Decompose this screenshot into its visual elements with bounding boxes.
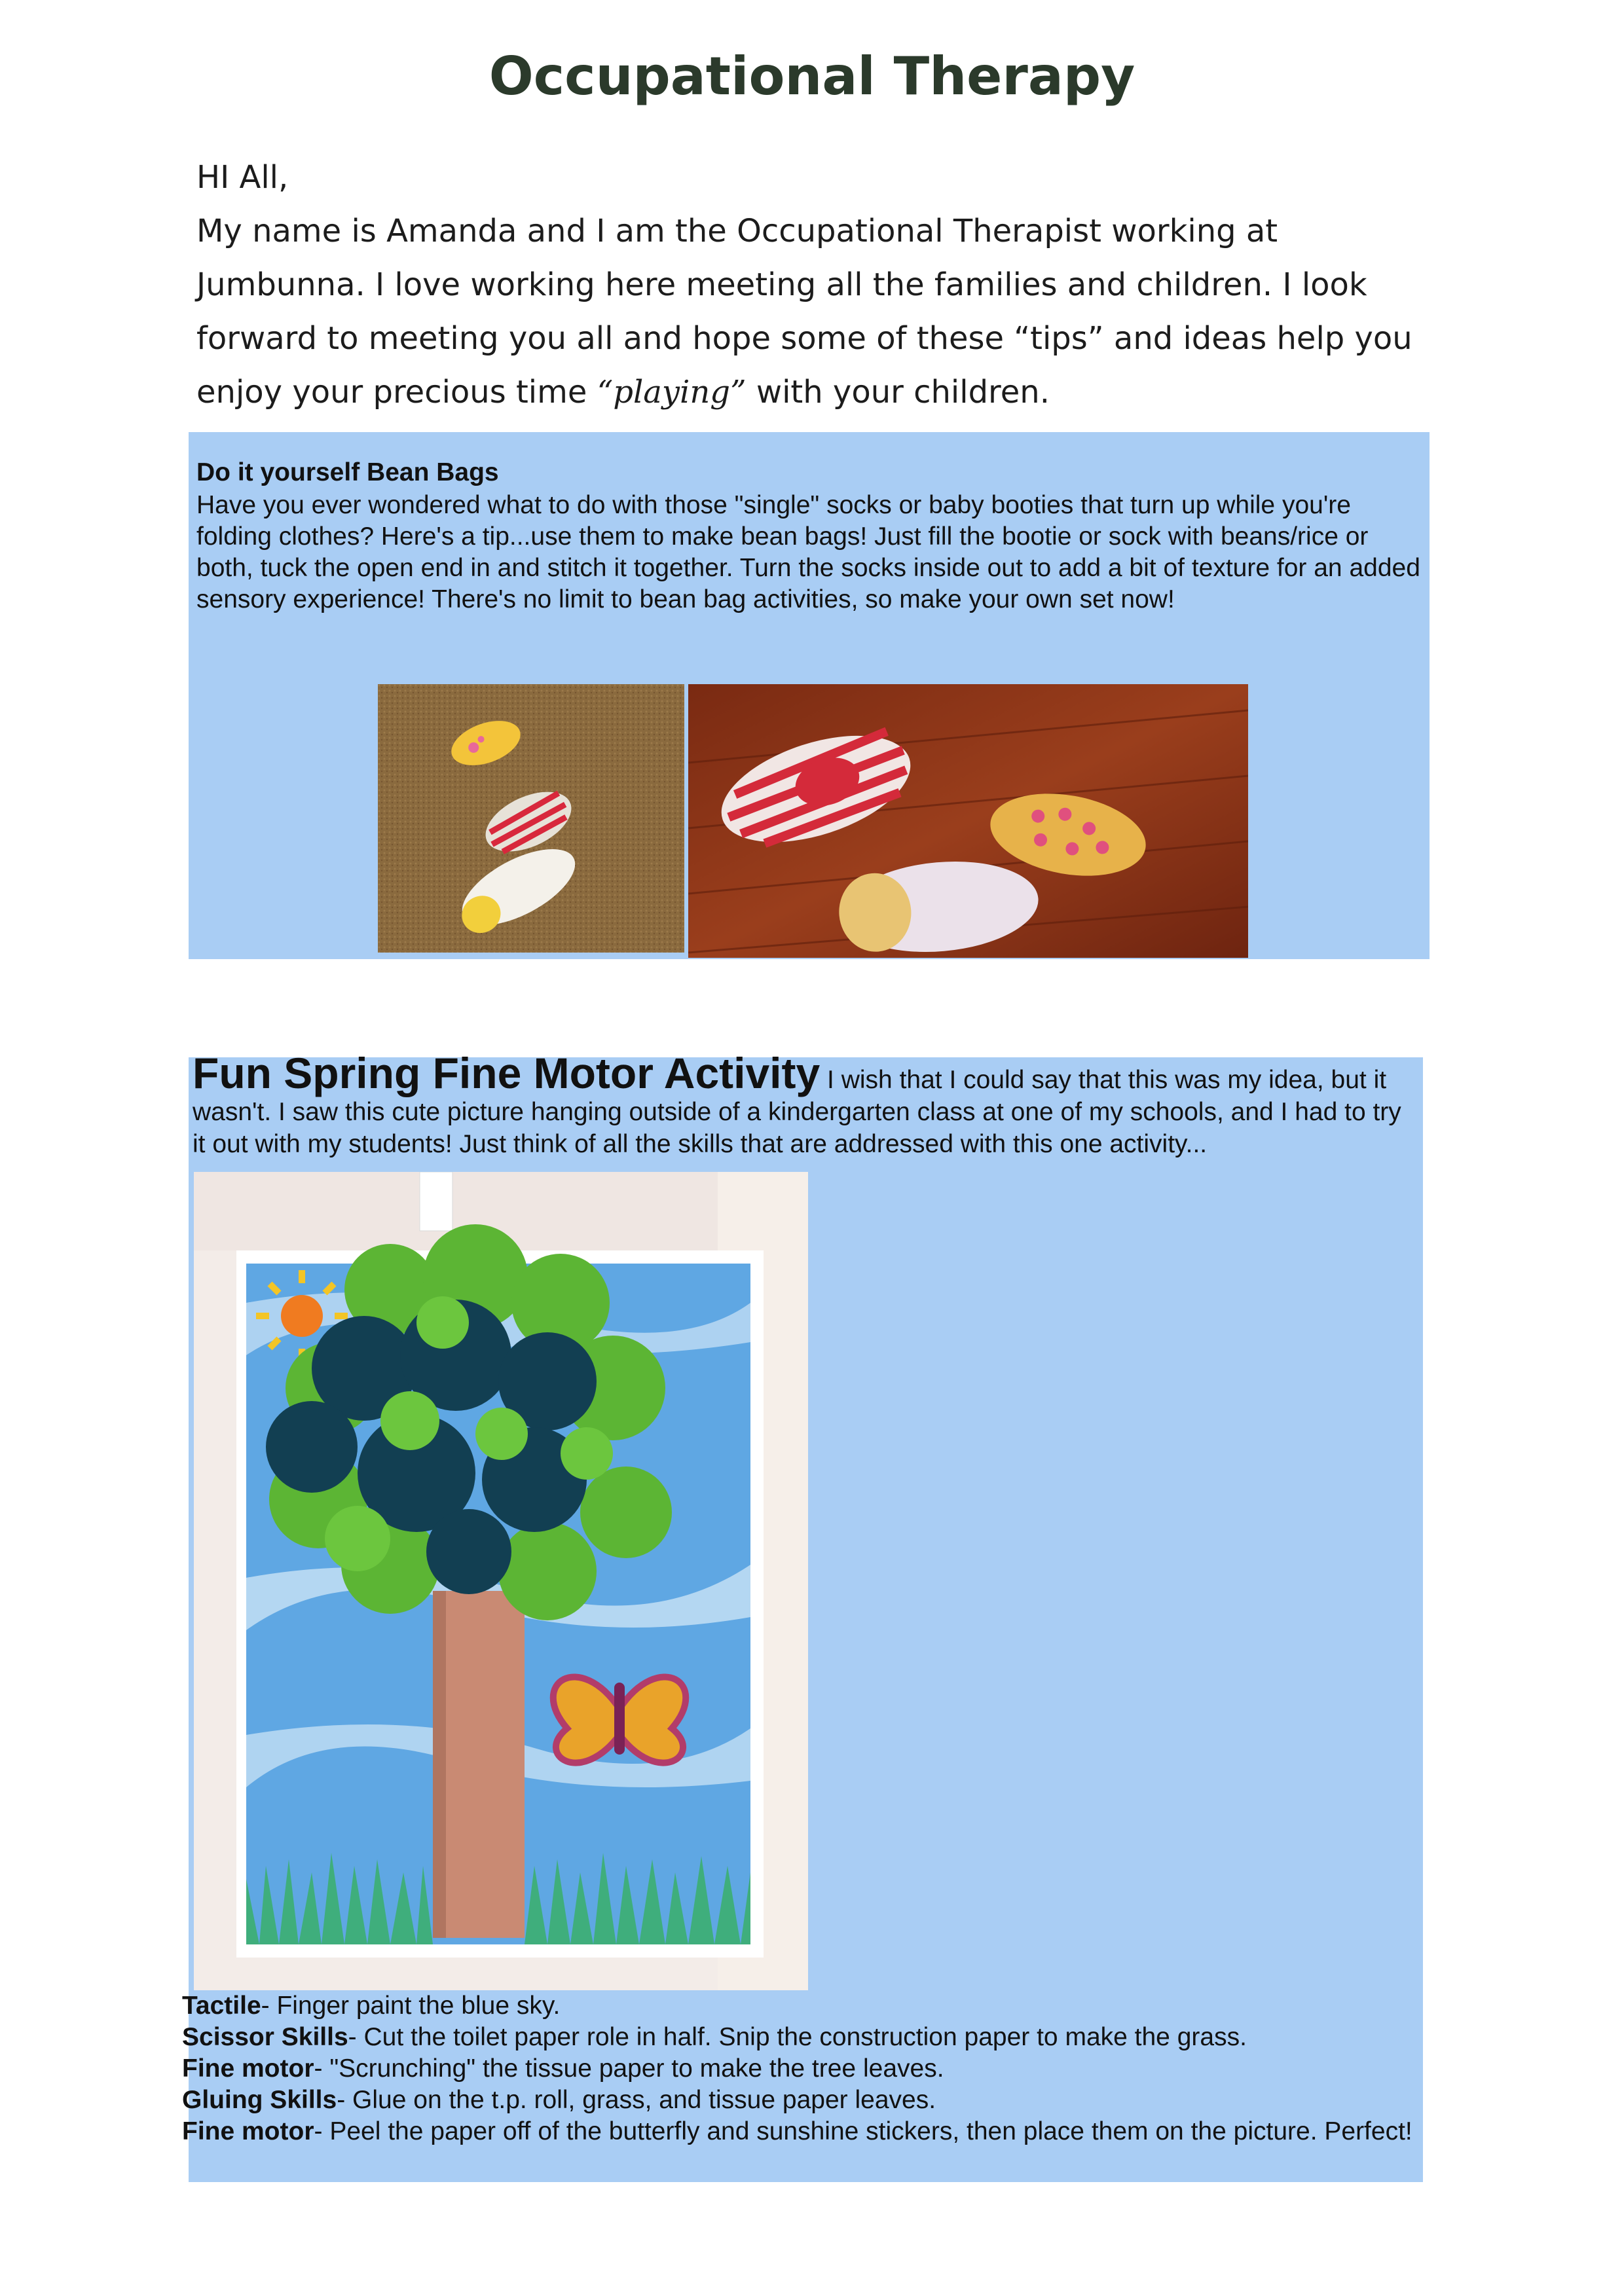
skill-label: Tactile [182,1992,261,2020]
skill-item [182,2085,1426,2116]
bean-bags-heading: Do it yourself Bean Bags [196,458,499,486]
skill-label: Fine motor [182,2117,314,2145]
intro-line: My name is Amanda and I am the Occupational Therapist working at [196,213,1278,249]
skill-label: Scissor Skills [182,2023,348,2051]
spring-intro [193,1049,1420,1160]
intro-text: enjoy your precious time [196,374,597,410]
intro-letter [196,151,1441,419]
spring-intro-text: I wish that I could say that this was my idea, but it wasn't. I saw this cute picture hanging outside of a kindergarten class at one of my schools, and I had to try it out with my students! Just think of all the skills that are addressed with this one activity... [193,1066,1401,1158]
skill-text: - "Scrunching" the tissue paper to make the tree leaves. [314,2054,944,2083]
intro-line: Jumbunna. I love working here meeting all the families and children. I look [196,266,1367,303]
skill-text: - Cut the toilet paper role in half. Snip the construction paper to make the grass. [348,2023,1247,2051]
skill-label: Gluing Skills [182,2086,337,2114]
intro-greeting: HI All, [196,159,289,196]
intro-text: with your children. [746,374,1050,410]
skill-text: - Peel the paper off of the butterfly and sunshine stickers, then place them on the picture. Perfect! [314,2117,1412,2145]
handwritten-word: “playing” [597,374,747,410]
skill-item [182,2116,1426,2147]
skill-text: - Glue on the t.p. roll, grass, and tissue paper leaves. [337,2086,936,2114]
intro-line [196,365,1441,419]
tree-craft-image [194,1172,808,1990]
skill-item [182,2053,1426,2085]
sock-photo-carpet-image [378,684,684,953]
skill-text: - Finger paint the blue sky. [261,1992,561,2020]
intro-line: forward to meeting you all and hope some of these “tips” and ideas help you [196,320,1412,357]
skill-label: Fine motor [182,2054,314,2083]
skill-item [182,1990,1426,2022]
sock-photo-carpet [378,684,684,953]
bean-bags-body: Have you ever wondered what to do with those "single" socks or baby booties that turn up while you're folding clothes? Here's a tip...use them to make bean bags! Just fill the bootie or sock with beans/rice or both, tuck the open end in and stitch it together. Turn the socks inside out to add a bit of texture for an added sensory experience! There's no limit to bean bag activities, so make your own set now! [196,491,1420,613]
tree-craft-photo [194,1172,808,1990]
bean-bags-section [189,432,1430,959]
bean-bags-photo-floor [688,684,1248,958]
page-title: Occupational Therapy [489,46,1135,107]
skills-list [182,1990,1426,2147]
bean-bags-photo-floor-image [688,684,1248,958]
skill-item [182,2022,1426,2053]
spring-heading: Fun Spring Fine Motor Activity [193,1049,821,1097]
